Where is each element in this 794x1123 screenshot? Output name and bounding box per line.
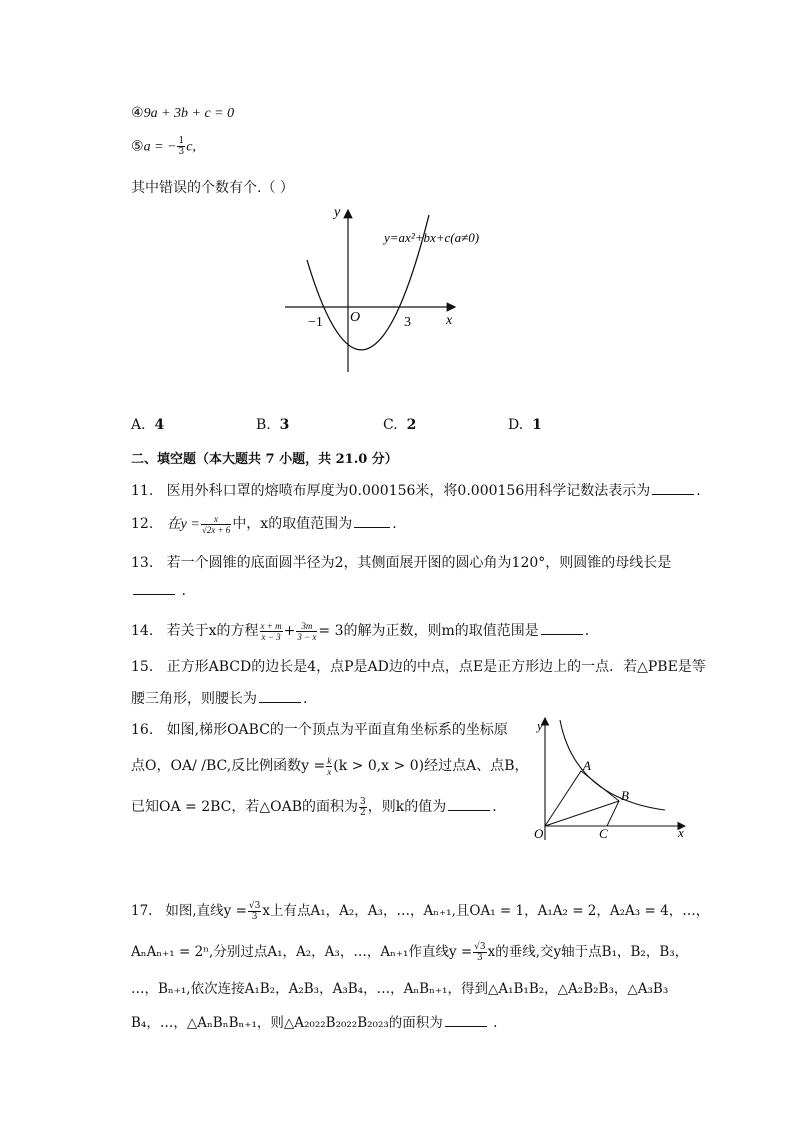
q17-fraction-2: $\frac{√3}{3}$ (474, 942, 486, 963)
answer-blank[interactable] (652, 482, 694, 495)
equation-label: y=ax²+bx+c(a≠0) (384, 230, 480, 245)
question-17-line4: B₄，…，△AₙBₙBₙ₊₁，则△A₂₀₂₂B₂₀₂₂B₂₀₂₃的面积为 . (131, 1015, 498, 1031)
point-c-label: C (599, 826, 608, 841)
question-15-line2: 腰三角形，则腰长为 . (131, 691, 308, 707)
question-16-line3: 已知OA = 2BC，若△OAB的面积为 $\frac{3}{2}$ ，则k的值为 . (131, 796, 497, 818)
minus-one-label: −1 (308, 315, 323, 330)
answer-blank[interactable] (541, 622, 583, 635)
question-16-line2: 点O，OA/ /BC,反比例函数y = $\frac{k}{x}$ (k > 0,x > 0)经过点A、点B， (131, 755, 529, 777)
option-d[interactable]: D. 1 (508, 417, 542, 433)
trapezoid-oabc (545, 771, 619, 826)
point-b-label: B (621, 788, 629, 803)
q12-fraction: $\frac{x}{√2x + 6}$ (201, 513, 231, 535)
question-11: 11. 医用外科口罩的熔喷布厚度为0.000156米，将0.000156用科学记数法表示为 . (131, 483, 701, 499)
origin-label: O (534, 826, 544, 841)
x-label: x (446, 313, 453, 328)
q17-fraction-1: $\frac{√3}{3}$ (248, 901, 261, 922)
three-label: 3 (404, 315, 411, 330)
question-13-line2: . (131, 582, 186, 599)
origin-label: O (350, 310, 361, 325)
segment-ob (545, 801, 619, 826)
q16-fraction-area: $\frac{3}{2}$ (360, 796, 366, 818)
option-a[interactable]: A. 4 (131, 417, 165, 433)
hyperbola-graph (515, 712, 695, 847)
option-c[interactable]: C. 2 (383, 417, 417, 433)
question-15: 15. 正方形ABCD的边长是4，点P是AD边的中点，点E是正方形边上的一点．若△PBE是等 (131, 659, 706, 675)
item-5-marker: ⑤ (131, 138, 144, 155)
question-12: 12. 在y = $\frac{x}{√2x + 6}$ 中，x的取值范围为 . (131, 513, 397, 535)
question-16: 16. 如图,梯形OABC的一个顶点为平面直角坐标系的坐标原 (131, 722, 508, 738)
answer-blank[interactable] (354, 515, 390, 528)
item-4-marker: ④ (131, 105, 144, 121)
answer-blank[interactable] (259, 690, 301, 703)
q14-fraction-2: $\frac{3m}{3 - x}$ (297, 620, 317, 642)
answer-blank[interactable] (448, 798, 490, 811)
question-17-line3: …，Bₙ₊₁,依次连接A₁B₂，A₂B₃，A₃B₄，…，AₙBₙ₊₁，得到△A₁B₁B₂，△A₂B₂B₃，△A₃B₃ (131, 981, 669, 997)
y-label: y (334, 205, 341, 220)
item-4 (131, 105, 234, 122)
answer-blank[interactable] (445, 1014, 487, 1027)
question-17-line2: AₙAₙ₊₁ = 2ⁿ,分别过点A₁，A₂，A₃，…，Aₙ₊₁作直线y = $\frac{√3}{3}$ x的垂线,交y轴于点B₁，B₂，B₃， (131, 942, 689, 963)
option-b[interactable]: B. 3 (256, 417, 290, 433)
answer-blank[interactable] (133, 582, 175, 595)
x-label: x (678, 825, 684, 840)
item-5-pre: a = − (143, 139, 177, 155)
question-17: 17. 如图,直线y = $\frac{√3}{3}$ x上有点A₁，A₂，A₃，…，Aₙ₊₁,且OA₁ = 1，A₁A₂ = 2，A₂A₃ = 4，…， (131, 901, 710, 922)
y-label: y (537, 718, 543, 733)
q14-fraction-1: $\frac{x + m}{x - 3}$ (260, 620, 282, 642)
parabola-graph (280, 200, 530, 380)
item-5-fraction: $\frac{1}{3}$ (178, 136, 185, 157)
question-13: 13. 若一个圆锥的底面圆半径为2，其侧面展开图的圆心角为120°，则圆锥的母线长是 (131, 555, 672, 571)
point-a-label: A (583, 758, 591, 773)
question-prompt: 其中错误的个数有个.（ ） (131, 180, 294, 196)
item-5-post: c, (186, 139, 196, 155)
question-14: 14. 若关于x的方程 $\frac{x + m}{x - 3}$ + $\frac{3m}{3 - x}$ = 3的解为正数，则m的取值范围是 . (131, 620, 590, 642)
q16-fraction-k: $\frac{k}{x}$ (327, 755, 332, 777)
section-title: 二、填空题（本大题共 7 小题，共 21.0 分） (131, 452, 398, 467)
item-5 (131, 136, 196, 157)
item-4-expr: 9a + 3b + c = 0 (143, 106, 235, 121)
